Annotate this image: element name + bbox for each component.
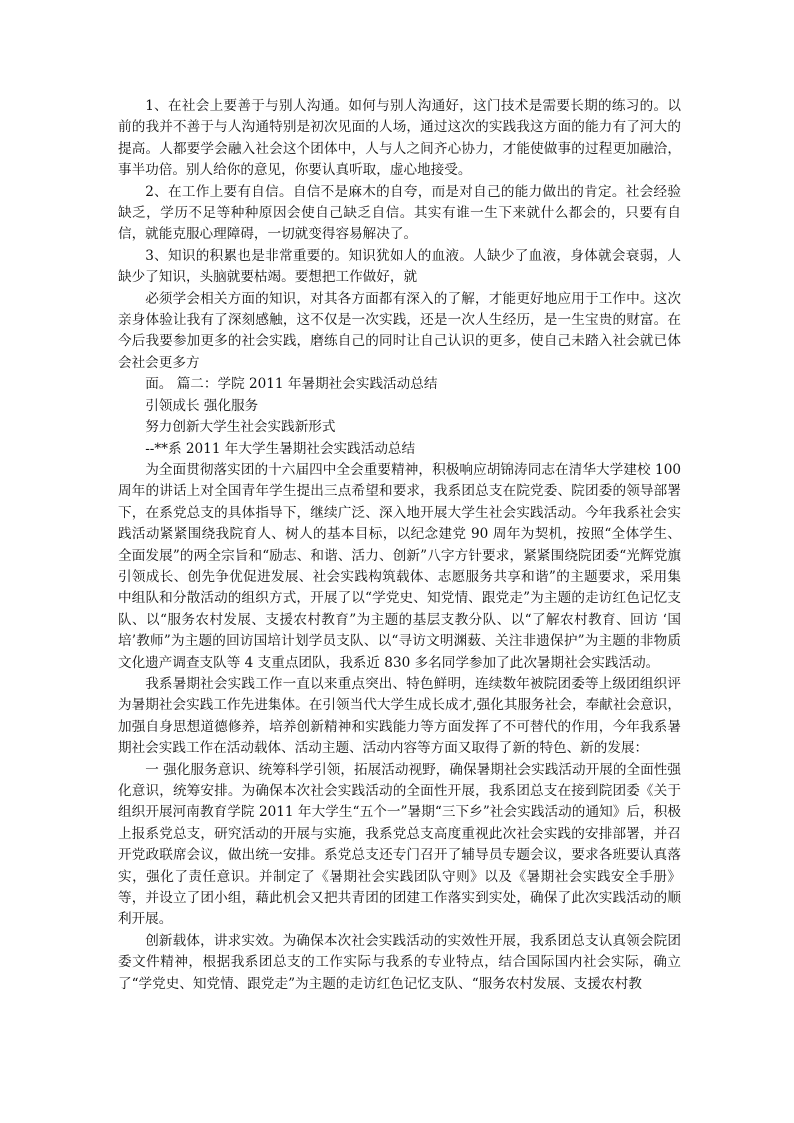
paragraph-1: 1、在社会上要善于与别人沟通。如何与别人沟通好，这门技术是需要长期的练习的。以前的我并不善于与人沟通特别是初次见面的人场，通过这次的实践我这方面的能力有了河大的提高。人都要学会融入社会这个团体中，人与人之间齐心协力，才能使做事的过程更加融洽，事半功倍。别人给你的意见，你要认真听取，虚心地接受。 bbox=[118, 98, 681, 179]
paragraph-2: 2、在工作上要有自信。自信不是麻木的自夸，而是对自己的能力做出的肯定。社会经验缺乏，学历不足等种种原因会使自己缺乏自信。其实有谁一生下来就什么都会的，只要有自信，就能克服心理障碍，一切就变得容易解决了。 bbox=[118, 183, 681, 243]
section-heading: 面。 篇二：学院 2011 年暑期社会实践活动总结 bbox=[145, 376, 438, 393]
paragraph-8: 创新载体，讲求实效。为确保本次社会实践活动的实效性开展，我系团总支认真领会院团委文件精神，根据我系团总支的工作实际与我系的专业特点，结合国际国内社会实际，确立了“学党史、知党情、跟党走”为主题的走访红色记忆支队、“服务农村发展、支援农村教 bbox=[118, 932, 681, 992]
document-page bbox=[118, 96, 681, 995]
paragraph-4: 必须学会相关方面的知识，对其各方面都有深入的了解，才能更好地应用于工作中。这次亲身体验让我有了深刻感触，这不仅是一次实践，还是一次人生经历，是一生宝贵的财富。在今后我要参加更多的社会实践，磨练自己的同时让自己认识的更多，使自己未踏入社会就已体会社会更多方 bbox=[118, 290, 681, 371]
paragraph-5: 为全面贯彻落实团的十六届四中全会重要精神，积极响应胡锦涛同志在清华大学建校 100 周年的讲话上对全国青年学生提出三点希望和要求，我系团总支在院党委、院团委的领导部署下，在系党总支的具体指导下，继续广泛、深入地开展大学生社会实践活动。今年我系社会实践活动紧紧围绕我院育人、树人的基本目标，以纪念建党 90 周年为契机，按照“全体学生、全面发展”的两全宗旨和“励志、和谐、活力、创新”八字方针要求，紧紧围绕院团委“光辉党旗引领成长、创先争优促进发展、社会实践构筑载体、志愿服务共享和谐”的主题要求，采用集中组队和分散活动的组织方式，开展了以“学党史、知党情、跟党走”为主题的走访红色记忆支队、以“服务农村发展、支援农村教育”为主题的基层支教分队、以“了解农村教育、回访 ‘国培’教师”为主题的回访国培计划学员支队、以“寻访文明渊薮、关注非遗保护”为主题的非物质文化遗产调查支队等 4 支重点团队，我系近 830 多名同学参加了此次暑期社会实践活动。 bbox=[118, 461, 681, 671]
paragraph-7: 一 强化服务意识、统筹科学引领，拓展活动视野，确保暑期社会实践活动开展的全面性强化意识，统筹安排。为确保本次社会实践活动的全面性开展，我系团总支在接到院团委《关于组织开展河南教育学院 2011 年大学生“五个一”暑期“三下乡”社会实践活动的通知》后，积极上报系党总支，研究活动的开展与实施，我系党总支高度重视此次社会实践的安排部署，并召开党政联席会议，做出统一安排。系党总支还专门召开了辅导员专题会议，要求各班要认真落实，强化了责任意识。并制定了《暑期社会实践团队守则》以及《暑期社会实践安全手册》等，并设立了团小组，藉此机会又把共青团的团建工作落实到实处，确保了此次实践活动的顺利开展。 bbox=[118, 761, 681, 928]
article-byline: --**系 2011 年大学生暑期社会实践活动总结 bbox=[145, 440, 416, 457]
article-subtitle: 努力创新大学生社会实践新形式 bbox=[145, 419, 336, 436]
paragraph-6: 我系暑期社会实践工作一直以来重点突出、特色鲜明，连续数年被院团委等上级团组织评为暑期社会实践工作先进集体。在引领当代大学生成长成才,强化其服务社会，奉献社会意识，加强自身思想道德修养，培养创新精神和实践能力等方面发挥了不可替代的作用，今年我系暑期社会实践工作在活动载体、活动主题、活动内容等方面又取得了新的特色、新的发展： bbox=[118, 675, 681, 757]
paragraph-3: 3、知识的积累也是非常重要的。知识犹如人的血液。人缺少了血液，身体就会衰弱，人缺少了知识，头脑就要枯竭。要想把工作做好，就 bbox=[118, 247, 681, 286]
article-title: 引领成长 强化服务 bbox=[145, 397, 259, 414]
